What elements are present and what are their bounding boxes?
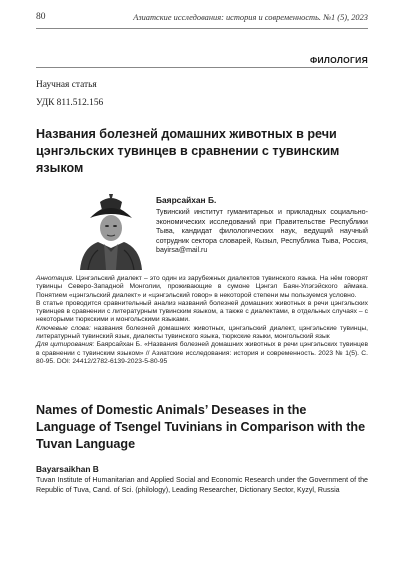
journal-title: Азиатские исследования: история и современность. №1 (5), 2023 — [133, 13, 368, 22]
keywords-paragraph — [36, 325, 368, 342]
author-portrait-image — [76, 192, 146, 270]
page-number: 80 — [36, 12, 46, 22]
section-heading: ФИЛОЛОГИЯ — [309, 55, 368, 65]
header-rule — [36, 28, 368, 29]
author-affiliation-en: Tuvan Institute of Humanitarian and Applied Social and Economic Research under the Government of the Republic of Tuva, Cand. of Sci. (philology), Leading Researcher, Dictionary Sector, Kyzyl, Russia — [36, 476, 368, 494]
annotation-paragraph — [36, 275, 368, 300]
author-affiliation-ru: Тувинский институт гуманитарных и прикладных социально-экономических исследований при Правительстве Республики Тыва, кандидат филологических наук, ведущий научный сотрудник сектора словарей, Кызыл, Республика Тыва, Россия, bayirsa@mail.ru — [156, 208, 368, 255]
citation-paragraph — [36, 341, 368, 366]
keywords-text: названия болезней домашних животных, цэнгэльский диалект, цэнгэльские тувинцы, литературный тувинский язык, диалекты тувинского языка, тюркские языки, монгольский язык — [36, 324, 369, 341]
article-title-en: Names of Domestic Animals’ Deseases in the Language of Tsengel Tuvinians in Comparison with the Tuvan Language — [36, 403, 366, 451]
author-name-en: Bayarsaikhan B — [36, 464, 99, 474]
article-title-ru: Названия болезней домашних животных в речи цэнгэльских тувинцев в сравнении с тувинским языком — [36, 127, 340, 175]
section-rule — [36, 67, 368, 68]
abstract-block — [36, 275, 368, 366]
article-page — [36, 0, 368, 570]
keywords-label: Ключевые слова: — [36, 324, 91, 332]
running-header — [36, 12, 368, 26]
author-photo — [76, 192, 146, 270]
annotation-label: Аннотация. — [36, 275, 74, 282]
article-type: Научная статья — [36, 80, 97, 90]
annotation-text-1: Цэнгэльский диалект – это один из зарубежных диалектов тувинского языка. На нём говорят тувинцы Северо-Западной Монголии, проживающие в сумоне Цэнгэл Баян-Улэгэйского аймака. Понятием «цэнгэльский диалект» и «цэнгэльский говор» в некоторой степени мы пользуемся условно. — [36, 275, 369, 299]
author-info-ru — [156, 196, 368, 255]
author-name-ru: Баярсайхан Б. — [156, 195, 217, 205]
annotation-paragraph-2 — [36, 300, 368, 325]
citation-label: Для цитирования: — [36, 341, 95, 349]
annotation-text-2: В статье проводится сравнительный анализ названий болезней домашних животных в речи цэнгэльских тувинцев в сравнении с литературным тувинским языком, а также с диалектами, в отдельных случаях – с некоторыми тюркскими и монгольскими языками. — [36, 299, 368, 324]
udk-code: УДК 811.512.156 — [36, 98, 104, 108]
citation-text: Баярсайхан Б. «Названия болезней домашних животных в речи цэнгэльских тувинцев в сравнении с тувинским языком» // Азиатские исследования: история и современность. 2023 № 1(5). С. 80-95. DOI: 24412/2782-6139-2023-5-80-95 — [36, 341, 369, 365]
author-info-en — [36, 465, 368, 495]
